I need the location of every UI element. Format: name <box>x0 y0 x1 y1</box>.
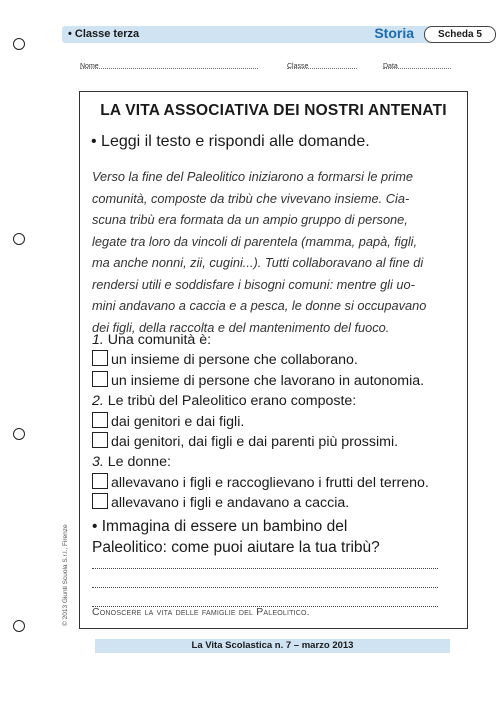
question-text <box>92 452 462 472</box>
worksheet-frame <box>79 91 468 629</box>
answer-option <box>92 371 462 391</box>
binder-hole <box>13 38 25 50</box>
header-bar <box>62 25 482 43</box>
passage-line: ma anche nonni, zii, cugini...). Tutti collaboravano al fine di <box>92 255 424 270</box>
question-prompt: Le tribù del Paleolitico erano composte: <box>103 393 357 410</box>
passage-line: Verso la fine del Paleolitico iniziarono a formarsi le prime <box>92 169 414 184</box>
binder-hole <box>13 620 25 632</box>
passage-line: legate tra loro da vincoli di parentela (mamma, papà, figli, <box>92 233 418 249</box>
open-question-line: • Immagina di essere un bambino del <box>92 518 348 535</box>
sheet-number-badge: Scheda 5 <box>424 26 496 43</box>
answer-line[interactable] <box>92 568 438 569</box>
answer-option <box>92 412 462 432</box>
student-info-fields <box>80 63 470 75</box>
answer-checkbox[interactable] <box>92 432 108 448</box>
answer-option <box>92 432 462 452</box>
question-number: 2. <box>92 393 104 410</box>
class-label: Classe <box>287 63 309 70</box>
class-level-label: • Classe terza <box>68 28 140 40</box>
question-number: 3. <box>92 454 104 471</box>
name-label: Nome <box>80 63 99 70</box>
answer-option <box>92 473 462 493</box>
instruction-text: • Leggi il testo e rispondi alle domande. <box>91 133 370 150</box>
passage-line: comunità, composte da tribù che vivevano insieme. Cia- <box>92 190 410 206</box>
copyright-notice: © 2013 Giunti Scuola S.r.l., Firenze <box>62 524 69 626</box>
answer-checkbox[interactable] <box>92 412 108 428</box>
passage-line: mini andavano a caccia e a pesca, le donne si occupavano <box>92 298 427 313</box>
answer-checkbox[interactable] <box>92 473 108 489</box>
question-text <box>92 391 462 411</box>
answer-option-label: un insieme di persone che lavorano in autonomia. <box>111 372 425 389</box>
answer-option <box>92 493 462 513</box>
open-question <box>92 517 462 558</box>
subject-label: Storia <box>374 25 414 41</box>
answer-option-label: dai genitori e dai figli. <box>111 413 245 430</box>
answer-option-label: allevavano i figli e raccoglievano i frutti del terreno. <box>111 474 429 491</box>
answer-option-label: dai genitori, dai figli e dai parenti più prossimi. <box>111 434 399 451</box>
passage-line: dei figli, della raccolta e del mantenimento del fuoco. <box>92 319 390 335</box>
passage-line: rendersi utili e soddisfare i bisogni comuni: mentre gli uo- <box>92 276 415 292</box>
answer-checkbox[interactable] <box>92 350 108 366</box>
question-number: 1. <box>92 332 104 348</box>
footer-bar: La Vita Scolastica n. 7 – marzo 2013 <box>95 639 450 653</box>
multiple-choice-questions <box>92 330 462 514</box>
date-label: Data <box>383 63 398 70</box>
binder-hole <box>13 233 25 245</box>
passage-line: scuna tribù era formata da un ampio gruppo di persone, <box>92 212 408 227</box>
learning-objective: Conoscere la vita delle famiglie del Paleolitico. <box>92 606 310 618</box>
answer-option-label: un insieme di persone che collaborano. <box>111 352 358 369</box>
answer-checkbox[interactable] <box>92 493 108 509</box>
answer-option-label: allevavano i figli e andavano a caccia. <box>111 495 350 512</box>
question-text <box>92 330 462 350</box>
answer-checkbox[interactable] <box>92 371 108 387</box>
binder-hole <box>13 428 25 440</box>
question-prompt: Le donne: <box>103 454 171 471</box>
open-question-line: Paleolitico: come puoi aiutare la tua tribù? <box>92 538 380 556</box>
worksheet-title: LA VITA ASSOCIATIVA DEI NOSTRI ANTENATI <box>100 102 447 119</box>
answer-option <box>92 350 462 370</box>
question-prompt: Una comunità è: <box>103 332 212 348</box>
reading-passage <box>92 166 464 338</box>
answer-line[interactable] <box>92 587 438 588</box>
